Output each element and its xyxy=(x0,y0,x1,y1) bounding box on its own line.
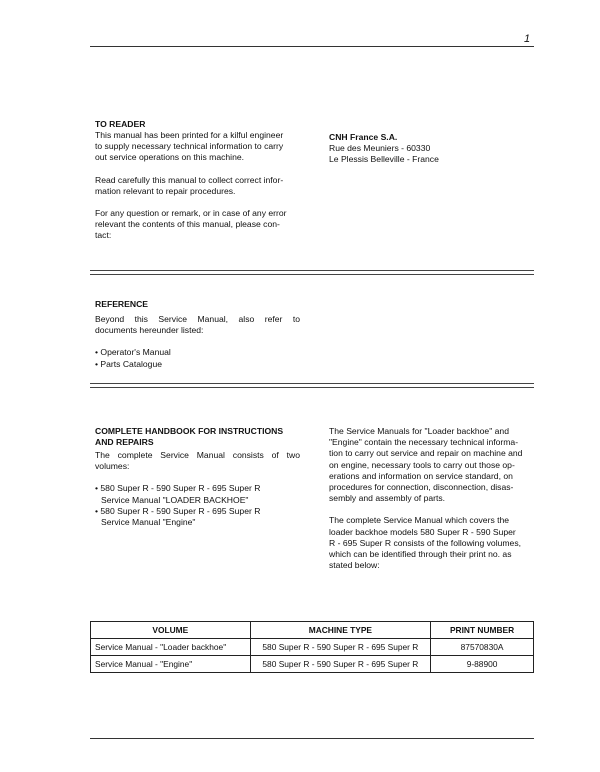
volume-item: Service Manual "LOADER BACKHOE" xyxy=(101,494,249,505)
table-header: MACHINE TYPE xyxy=(250,622,431,639)
handbook-title: AND REPAIRS xyxy=(95,437,154,447)
volume-item: • 580 Super R - 590 Super R - 695 Super R xyxy=(95,505,261,516)
table-header: PRINT NUMBER xyxy=(431,622,534,639)
handbook-section xyxy=(95,426,300,528)
company-name: CNH France S.A. xyxy=(329,132,398,142)
table-row xyxy=(91,639,534,656)
handbook-right-line: R - 695 Super R consists of the following volumes, xyxy=(329,537,522,548)
handbook-right-line: on engine, necessary tools to carry out those op- xyxy=(329,459,515,470)
to-reader-title: TO READER xyxy=(95,119,146,129)
handbook-right-line: The complete Service Manual which covers the xyxy=(329,515,510,526)
handbook-right-line: tion to carry out service and repair on machine and xyxy=(329,448,523,459)
volume-item: Service Manual "Engine" xyxy=(101,517,196,528)
handbook-title: COMPLETE HANDBOOK FOR INSTRUCTIONS xyxy=(95,426,284,436)
reference-line: documents hereunder listed: xyxy=(95,325,204,336)
address-street: Rue des Meuniers - 60330 xyxy=(329,143,431,153)
to-reader-line: This manual has been printed for a kilful engineer xyxy=(95,130,284,140)
to-reader-section xyxy=(95,119,300,242)
to-reader-line: For any question or remark, or in case of any error xyxy=(95,208,287,219)
to-reader-line: tact: xyxy=(95,230,112,241)
volume-item: • 580 Super R - 590 Super R - 695 Super R xyxy=(95,483,261,494)
reference-section xyxy=(95,299,300,370)
address-block xyxy=(329,132,534,165)
section-divider xyxy=(90,270,534,275)
table-row xyxy=(91,656,534,673)
to-reader-line: mation relevant to repair procedures. xyxy=(95,185,236,196)
page-number: 1 xyxy=(524,33,531,45)
to-reader-line: relevant the contents of this manual, please con- xyxy=(95,219,280,230)
handbook-line: The complete Service Manual consists of two xyxy=(95,450,300,460)
to-reader-line: to supply necessary technical information to carry xyxy=(95,141,284,152)
handbook-right-line: stated below: xyxy=(329,560,380,571)
table-cell: 9-88900 xyxy=(431,656,534,673)
table-cell: Service Manual - "Engine" xyxy=(91,656,251,673)
handbook-right-line: erations and information on service standard, on xyxy=(329,470,513,481)
to-reader-line: out service operations on this machine. xyxy=(95,152,245,163)
section-divider xyxy=(90,383,534,388)
handbook-line: volumes: xyxy=(95,461,130,472)
handbook-right-line: sembly and assembly of parts. xyxy=(329,493,446,504)
table-cell: Service Manual - "Loader backhoe" xyxy=(91,639,251,656)
table-cell: 580 Super R - 590 Super R - 695 Super R xyxy=(250,656,431,673)
table-cell: 580 Super R - 590 Super R - 695 Super R xyxy=(250,639,431,656)
handbook-right-line: procedures for connection, disconnection, disas- xyxy=(329,482,514,493)
footer-rule xyxy=(90,738,534,739)
handbook-right-line: loader backhoe models 580 Super R - 590 Super xyxy=(329,526,516,537)
table-cell: 87570830A xyxy=(431,639,534,656)
handbook-right-line: which can be identified through their print no. as xyxy=(329,549,512,560)
handbook-right-line: "Engine" contain the necessary technical informa- xyxy=(329,437,519,448)
header-rule xyxy=(90,46,534,47)
table-header-row xyxy=(91,622,534,639)
reference-item: • Operator's Manual xyxy=(95,347,171,358)
address-city: Le Plessis Belleville - France xyxy=(329,154,439,165)
reference-line: Beyond this Service Manual, also refer to xyxy=(95,314,300,324)
reference-title: REFERENCE xyxy=(95,299,149,309)
reference-item: • Parts Catalogue xyxy=(95,358,163,369)
handbook-right-column xyxy=(329,426,534,571)
volume-table xyxy=(90,621,534,673)
to-reader-line: Read carefully this manual to collect correct infor- xyxy=(95,174,284,185)
handbook-right-line: The Service Manuals for "Loader backhoe" and xyxy=(329,426,509,436)
table-header: VOLUME xyxy=(91,622,251,639)
